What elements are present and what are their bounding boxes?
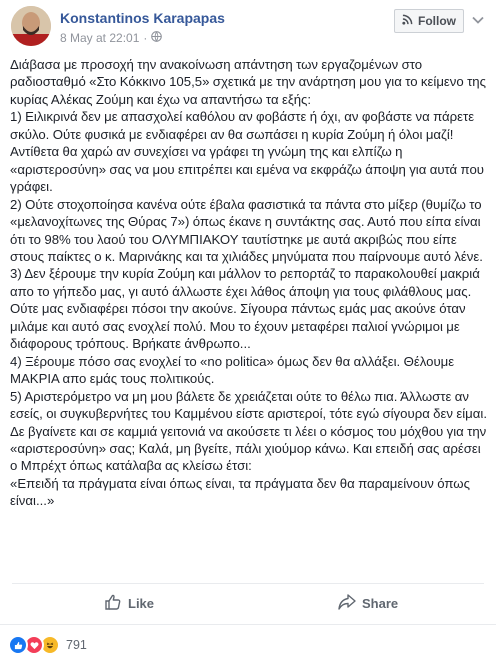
post-timestamp[interactable]: 8 May at 22:01 (60, 31, 140, 45)
author-name[interactable]: Konstantinos Karapapas (60, 10, 225, 26)
avatar[interactable] (11, 6, 51, 46)
post-body: Διάβασα με προσοχή την ανακοίνωση απάντηση των εργαζομένων στο ραδιοσταθμό «Στο Κόκκινο 105,5» σχετικά με την ανάρτηση μου για το κείμενο της κυρίας Αλέκας Ζούμη και έχω να απαντήσω τα εξής: 1) Ειλικρινά δεν με απασχολεί καθόλου αν φοβάστε ή όχι, αν φοβάστε να πάρετε σκύλο. Ούτε φυσικά με ενδιαφέρει αν θα σωπάσει η κυρία Ζούμη ή όλοι μαζί! Αντίθετα θα χαρώ αν συνεχίσει να γράφει τη γνώμη της και ελπίζω η «αριστεροσύνη» σας να μου επιτρέπει και εμένα να εκφράζω άποψη για αυτά που γράφει. 2) Ούτε στοχοποίησα κανένα ούτε έβαλα φασιστικά τα πάντα στο μίξερ (θυμίζω το «μελανοχίτωνες της Θύρας 7») όπως έκανε η συντάκτης σας. Αυτό που είπα είναι ότι το 98% του λαού του ΟΛΥΜΠΙΑΚΟΥ ταυτίστηκε με αυτά ακριβώς που είπε στους παίκτες ο κ. Μαρινάκης και τα χιλιάδες μηνύματα που παίρνουμε αυτό λένε. 3) Δεν ξέρουμε την κυρία Ζούμη και μάλλον το ρεπορτάζ το παρακολουθεί μακριά απο το γήπεδο μας, γι αυτό άλλωστε έχει λάθος άποψη για τους φιλάθλους μας. Ούτε μας ενδιαφέρει πόσοι την ακούνε. Σίγουρα πάντως εμάς μας ακούνε όταν μιλάμε και αυτό σας ενοχλεί πολύ. Μου το έχουν μεταφέρει παλιοί γνώριμοι με διάφορους τρόπους. Βρήκατε άνθρωπο... 4) Ξέρουμε πόσο σας ενοχλεί το «no politica» όμως δεν θα αλλάξει. Θέλουμε ΜΑΚΡΙΑ απο εμάς τους πολιτικούς. 5) Αριστερόμετρο να μη μου βάλετε δε χρειάζεται ούτε το θέλω πια. Άλλωστε αν εσείς, οι συγκυβερνήτες του Καμμένου είστε αριστεροί, τότε εγώ σίγουρα δεν είμαι. Δε βγαίνετε και σε καμμιά γειτονιά να ακούσετε τι λέει ο κόσμος του μόχθου για την «αριστεροσύνη» σας; Καλά, μη βγείτε, πάλι χιούμορ κάνω. Και επειδή σας αρέσει ο Μπρέχτ όπως κατάλαβα ας κλείσω έτσι: «Επειδή τα πράγματα είναι όπως είναι, τα πράγματα δεν θα παραμείνουν όπως είναι...» (10, 57, 487, 509)
follow-label: Follow (418, 14, 456, 28)
reactions-bar (0, 624, 496, 662)
follow-button[interactable] (394, 9, 464, 33)
like-reaction-icon (8, 635, 28, 655)
post-header (0, 0, 496, 50)
reaction-count[interactable]: 791 (66, 638, 87, 652)
like-button[interactable] (104, 592, 154, 614)
share-arrow-icon (338, 594, 356, 613)
share-label: Share (362, 595, 399, 611)
share-button[interactable] (338, 592, 398, 614)
divider (12, 583, 484, 584)
globe-icon (151, 31, 162, 45)
like-label: Like (128, 595, 155, 611)
thumbs-up-icon (104, 593, 122, 614)
rss-icon (402, 14, 413, 28)
post-meta (60, 31, 162, 45)
dot-separator: · (143, 31, 148, 45)
chevron-down-icon[interactable] (471, 13, 485, 27)
reaction-summary[interactable] (8, 635, 87, 655)
